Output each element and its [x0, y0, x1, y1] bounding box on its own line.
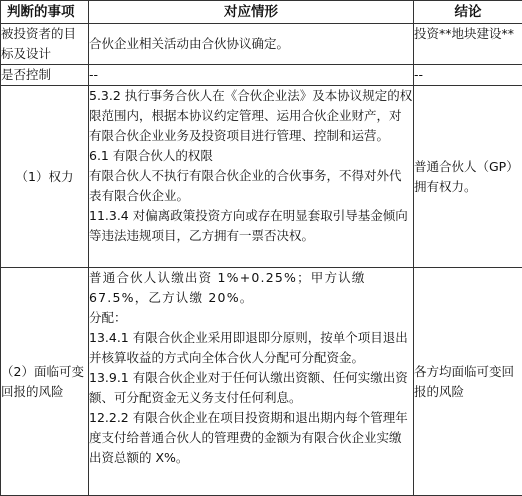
table-row — [1, 24, 522, 65]
situation-paragraph: 11.3.4 对偏离政策投资方向或存在明显套取引导基金倾向等违法违规项目，乙方拥有一票否决权。 — [89, 206, 413, 246]
situation-paragraph: 5.3.2 执行事务合伙人在《合伙企业法》及本协议规定的权限范围内，根据本协议约定管理、运用合伙企业财产，对有限合伙企业业务及投资项目进行管理、控制和运营。 — [89, 86, 413, 146]
item-cell: （1）权力 — [1, 86, 89, 268]
situation-paragraph: 13.4.1 有限合伙企业采用即退即分原则，按单个项目退出并核算收益的方式向全体合伙人分配可分配资金。 — [89, 328, 413, 368]
header-conclusion: 结论 — [414, 1, 522, 24]
item-cell: 是否控制 — [1, 65, 89, 86]
conclusion-cell: 普通合伙人（GP）拥有权力。 — [414, 86, 522, 268]
item-cell: 被投资者的目标及设计 — [1, 24, 89, 65]
situation-paragraph: -- — [89, 65, 413, 85]
situation-paragraph: 6.1 有限合伙人的权限 — [89, 146, 413, 166]
situation-paragraph: 13.9.1 有限合伙企业对于任何认缴出资额、任何实缴出资额、可分配资金无义务支付任何利息。 — [89, 368, 413, 408]
situation-cell — [89, 268, 414, 496]
situation-paragraph: 普通合伙人认缴出资 1%+0.25%；甲方认缴 67.5%，乙方认缴 20%。 — [89, 268, 413, 308]
conclusion-cell: -- — [414, 65, 522, 86]
conclusion-cell: 各方均面临可变回报的风险 — [414, 268, 522, 496]
header-item: 判断的事项 — [1, 1, 89, 24]
table-header-row — [1, 1, 522, 24]
table-row — [1, 65, 522, 86]
item-cell: （2）面临可变回报的风险 — [1, 268, 89, 496]
situation-cell — [89, 65, 414, 86]
situation-paragraph: 合伙企业相关活动由合伙协议确定。 — [89, 34, 413, 54]
table-row — [1, 86, 522, 268]
situation-paragraph: 分配： — [89, 308, 413, 328]
table-row — [1, 268, 522, 496]
situation-paragraph: 12.2.2 有限合伙企业在项目投资期和退出期内每个管理年度支付给普通合伙人的管理费的金额为有限合伙企业实缴出资总额的 X%。 — [89, 408, 413, 468]
conclusion-cell: 投资**地块建设** — [414, 24, 522, 65]
header-situation: 对应情形 — [89, 1, 414, 24]
situation-paragraph: 有限合伙人不执行有限合伙企业的合伙事务，不得对外代表有限合伙企业。 — [89, 166, 413, 206]
situation-cell — [89, 24, 414, 65]
situation-cell — [89, 86, 414, 268]
